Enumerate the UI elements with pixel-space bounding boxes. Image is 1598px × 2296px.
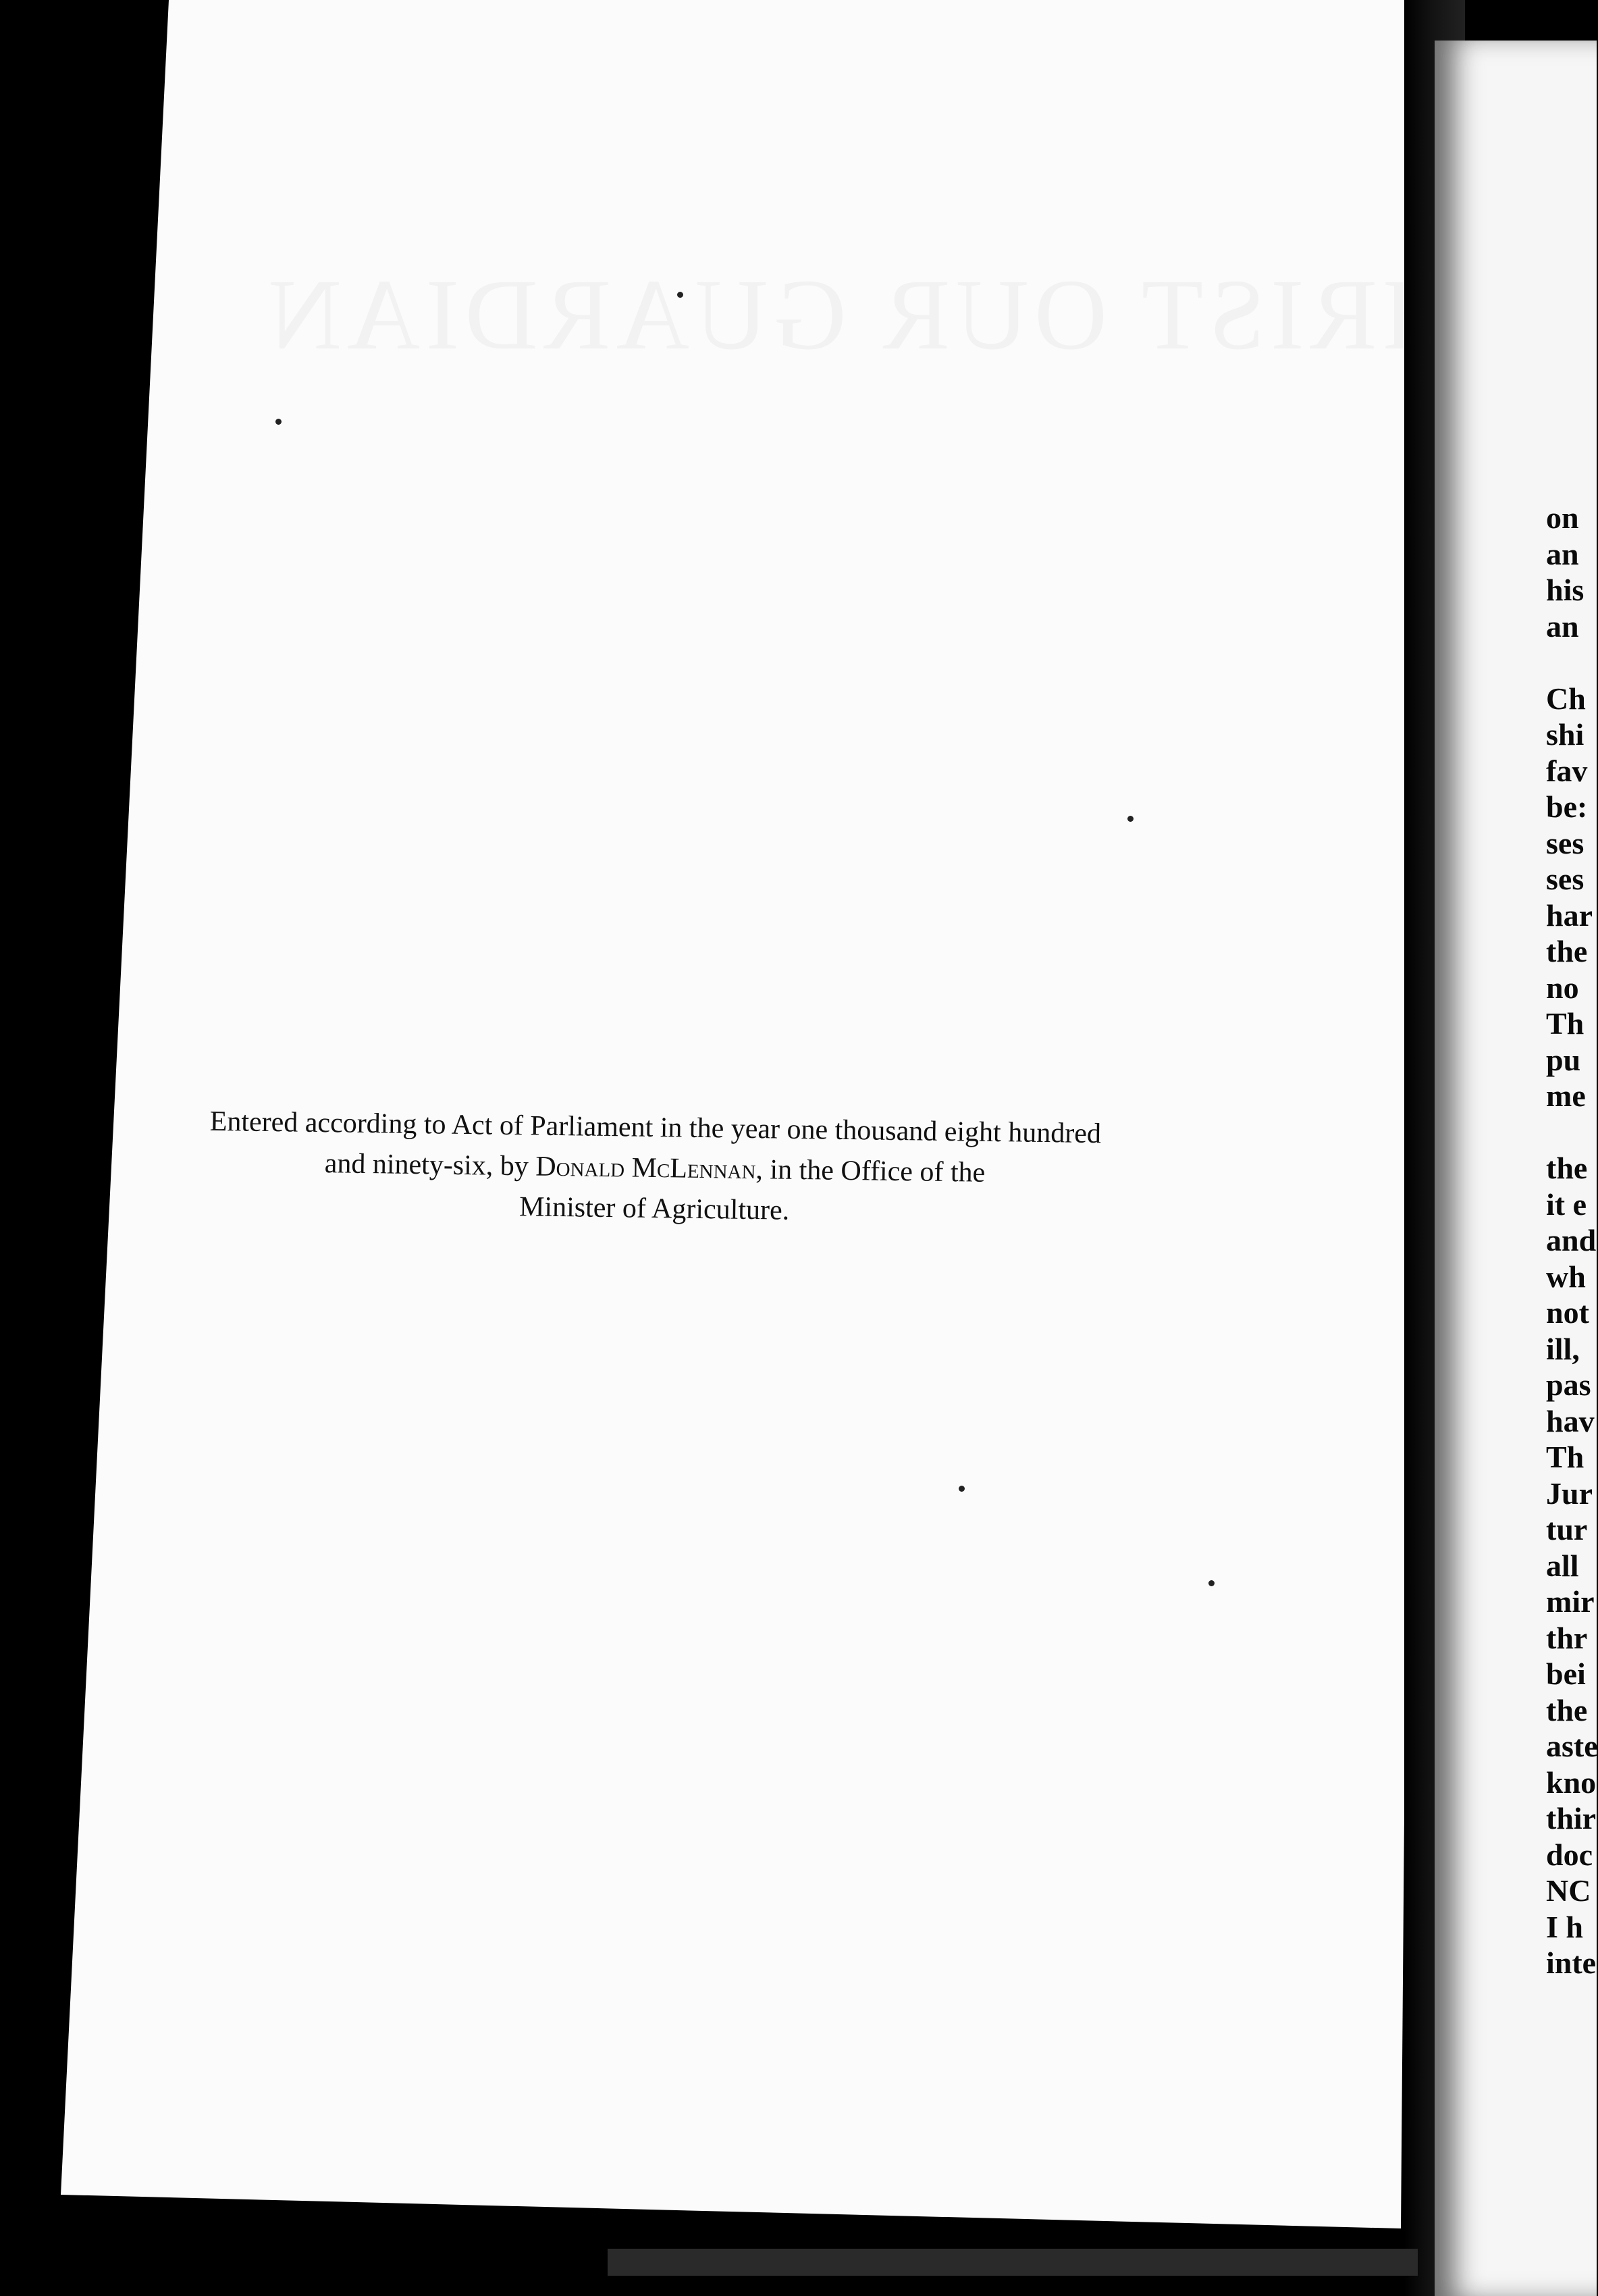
scan-speck <box>677 292 683 298</box>
facing-page-line-fragment: all <box>1546 1548 1579 1583</box>
facing-page-line-fragment: ses <box>1546 825 1584 860</box>
facing-page-line-fragment: the <box>1546 1151 1588 1185</box>
copyright-imprint <box>67 1099 1243 1237</box>
imprint-line-2-post: , in the Office of the <box>755 1154 986 1189</box>
scan-speck <box>1208 1580 1215 1586</box>
scan-speck <box>1127 816 1134 822</box>
author-name: Donald McLennan <box>535 1151 756 1186</box>
facing-page-line-fragment: shi <box>1546 717 1584 752</box>
facing-page-line-fragment: me <box>1546 1078 1586 1113</box>
facing-page-line-fragment: NC <box>1546 1873 1591 1908</box>
imprint-line-2-pre: and ninety-six, by <box>324 1148 536 1182</box>
facing-page-line-fragment: doc <box>1546 1837 1593 1872</box>
facing-page-line-fragment: thir <box>1546 1801 1597 1835</box>
facing-page-line-fragment: an <box>1546 536 1579 571</box>
facing-page-line-fragment: be: <box>1546 789 1588 824</box>
facing-page-line-fragment: aste <box>1546 1729 1598 1763</box>
bleed-through-ghost-text <box>263 257 1528 373</box>
facing-page-line-fragment: not <box>1546 1295 1589 1330</box>
facing-page-line-fragment: thr <box>1546 1620 1588 1655</box>
facing-page-line-fragment <box>1546 644 1598 681</box>
facing-page-line-fragment: his <box>1546 573 1584 607</box>
facing-page-line-fragment: pas <box>1546 1367 1591 1402</box>
facing-page-line-fragment: ill, <box>1546 1331 1580 1366</box>
facing-page-line-fragment: mir <box>1546 1584 1595 1619</box>
facing-page-line-fragment: ses <box>1546 862 1584 896</box>
facing-page-line-fragment: Th <box>1546 1440 1584 1474</box>
facing-page-line-fragment: fav <box>1546 753 1588 788</box>
facing-page-text <box>1546 500 1598 1981</box>
facing-page-line-fragment: and <box>1546 1223 1597 1257</box>
page-edge-shadow <box>608 2249 1418 2276</box>
facing-page-line-fragment: wh <box>1546 1259 1586 1294</box>
facing-page-line-fragment: the <box>1546 934 1588 968</box>
facing-page-line-fragment: the <box>1546 1692 1588 1727</box>
facing-page-line-fragment: no <box>1546 970 1579 1005</box>
imprint-line-1: Entered according to Act of Parliament in the year one thousand eight hundred <box>209 1105 1102 1150</box>
scan-speck <box>275 419 282 425</box>
facing-page-line-fragment: Jur <box>1546 1476 1593 1511</box>
facing-page-line-fragment: inte <box>1546 1946 1597 1980</box>
facing-page-line-fragment: tur <box>1546 1512 1588 1546</box>
facing-page-line-fragment: har <box>1546 897 1593 933</box>
facing-page-line-fragment: I h <box>1546 1909 1583 1944</box>
facing-page-line-fragment: Th <box>1546 1006 1584 1041</box>
facing-page-line-fragment: kno <box>1546 1765 1597 1800</box>
facing-page-line-fragment: it e <box>1546 1186 1587 1222</box>
imprint-line-3: Minister of Agriculture. <box>518 1191 790 1226</box>
scan-speck <box>959 1486 965 1492</box>
facing-page-line-fragment: Ch <box>1546 681 1586 716</box>
facing-page-line-fragment: on <box>1546 500 1579 535</box>
facing-page-line-fragment: bei <box>1546 1656 1586 1691</box>
facing-page-line-fragment: an <box>1546 608 1579 644</box>
facing-page-line-fragment <box>1546 1114 1598 1151</box>
facing-page-line-fragment: hav <box>1546 1403 1595 1438</box>
facing-page-line-fragment: pu <box>1546 1042 1581 1077</box>
